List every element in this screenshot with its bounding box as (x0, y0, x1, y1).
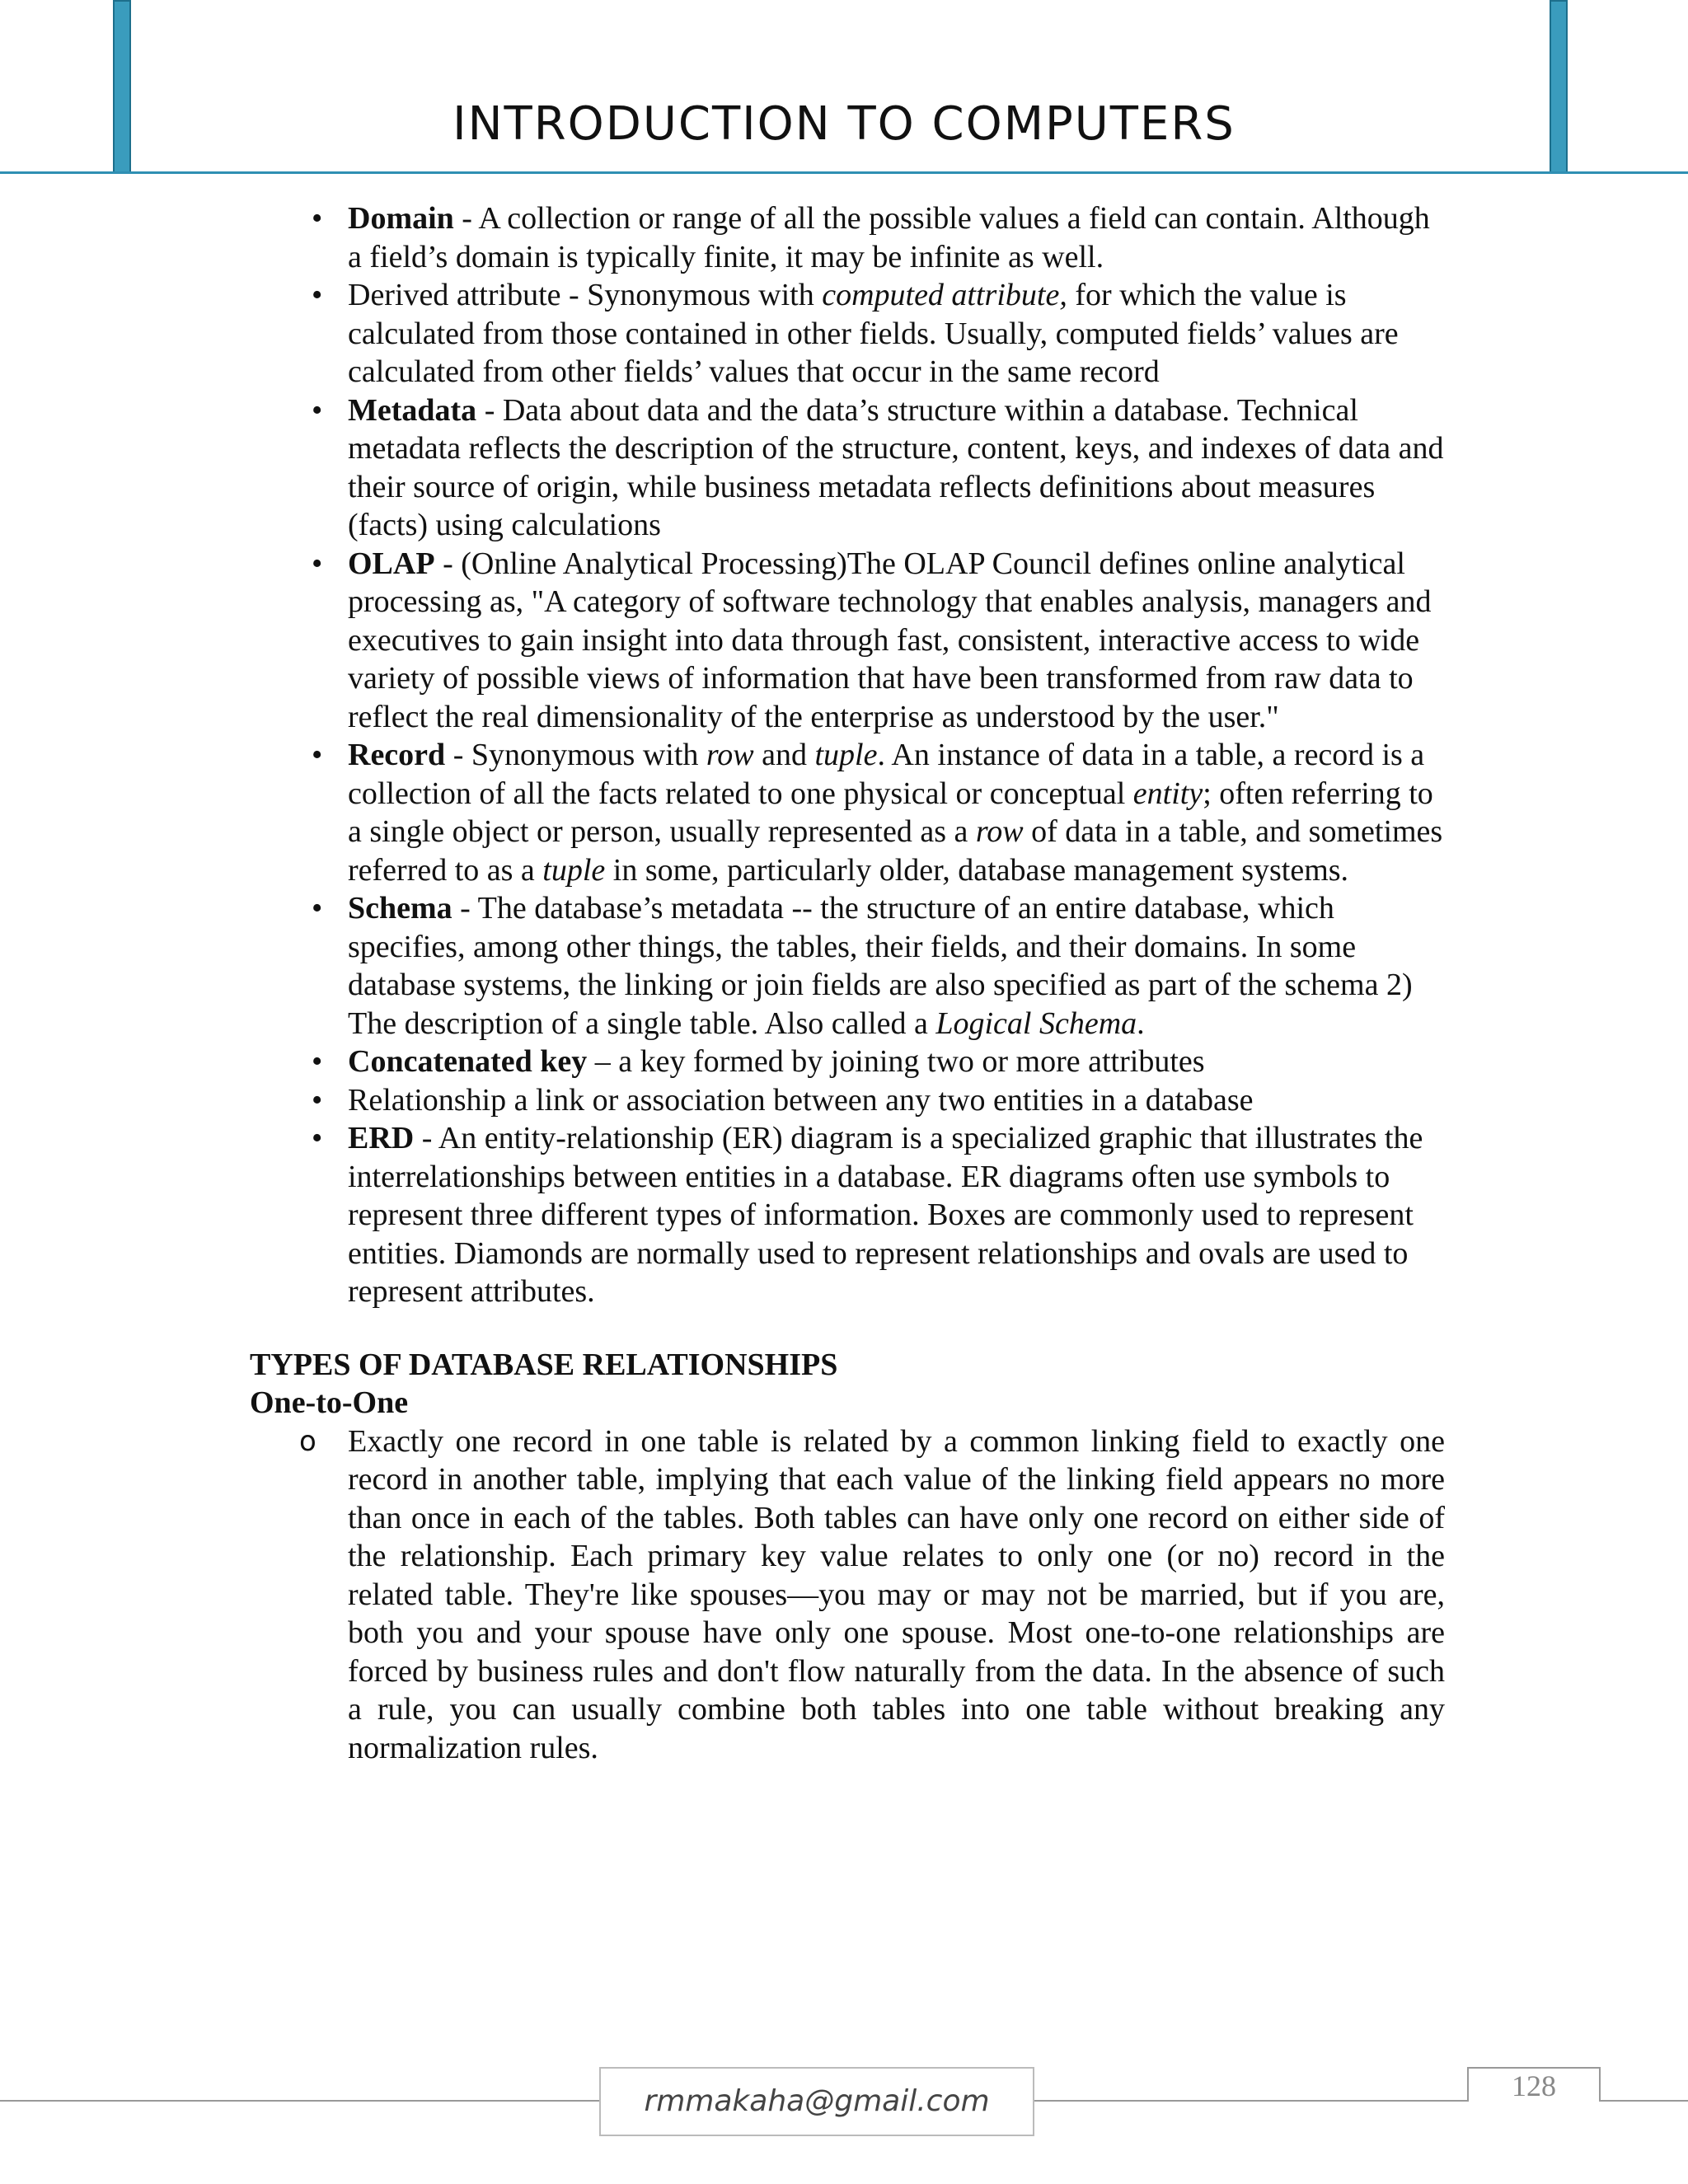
section-heading: TYPES OF DATABASE RELATIONSHIPS (250, 1347, 838, 1382)
footer-rule-middle (1034, 2100, 1467, 2102)
page-header-title: INTRODUCTION TO COMPUTERS (452, 97, 1236, 151)
definition-olap: • OLAP - (Online Analytical Processing)The OLAP Council defines online analytical processing as, "A category of software technology that enables analysis, managers and executives to gain insight into data through fast, consistent, interactive access to wide variety of possible views of information that have been transformed from raw data to reflect the real dimensionality of the enterprise as understood by the user." (250, 545, 1445, 737)
definition-record: • Record - Synonymous with row and tuple. An instance of data in a table, a record is a collection of all the facts related to one physical or conceptual entity; often referring to a single object or person, usually represented as a row of data in a table, and sometimes referred to as a tuple in some, particularly older, database management systems. (250, 736, 1445, 889)
one-to-one-paragraph: o Exactly one record in one table is related by a common linking field to exactly one record in another table, implying that each value of the linking field appears no more than once in each of the tables. Both tables can have only one record on either side of the relationship. Each primary key value relates to only one (or no) record in the related table. They're like spouses—you may or may not be married, but if you are, both you and your spouse have only one spouse. Most one-to-one relationships are forced by business rules and don't flow naturally from the data. In the absence of such a rule, you can usually combine both tables into one table without breaking any normalization rules. (250, 1422, 1445, 1768)
definition-schema: • Schema - The database’s metadata -- the structure of an entire database, which specifies, among other things, the tables, their fields, and their domains. In some database systems, the linking or join fields are also specified as part of the schema 2) The description of a single table. Also called a Logical Schema. (250, 889, 1445, 1043)
page-body (250, 199, 1445, 1767)
footer-rule-right (1601, 2100, 1688, 2102)
footer-email: rmmakaha@gmail.com (599, 2067, 1034, 2136)
definition-derived-attribute: • Derived attribute - Synonymous with computed attribute, for which the value is calculated from those contained in other fields. Usually, computed fields’ values are calculated from other fields’ values that occur in the same record (250, 276, 1445, 391)
definition-metadata: • Metadata - Data about data and the data’s structure within a database. Technical metadata reflects the description of the structure, content, keys, and indexes of data and their source of origin, while business metadata reflects definitions about measures (facts) using calculations (250, 391, 1445, 545)
footer-rule-left (0, 2100, 599, 2102)
header-rule (0, 171, 1688, 174)
definition-concatenated-key: • Concatenated key – a key formed by joining two or more attributes (250, 1043, 1445, 1081)
page-number: 128 (1467, 2067, 1601, 2102)
subsection-heading: One-to-One (250, 1385, 409, 1420)
definition-domain: • Domain - A collection or range of all the possible values a field can contain. Although a field’s domain is typically finite, it may be infinite as well. (250, 199, 1445, 276)
definition-relationship: • Relationship a link or association between any two entities in a database (250, 1081, 1445, 1120)
definition-list (250, 199, 1445, 1311)
one-to-one-list (250, 1422, 1445, 1768)
definition-erd: • ERD - An entity-relationship (ER) diagram is a specialized graphic that illustrates the interrelationships between entities in a database. ER diagrams often use symbols to represent three different types of information. Boxes are commonly used to represent entities. Diamonds are normally used to represent relationships and ovals are used to represent attributes. (250, 1119, 1445, 1311)
